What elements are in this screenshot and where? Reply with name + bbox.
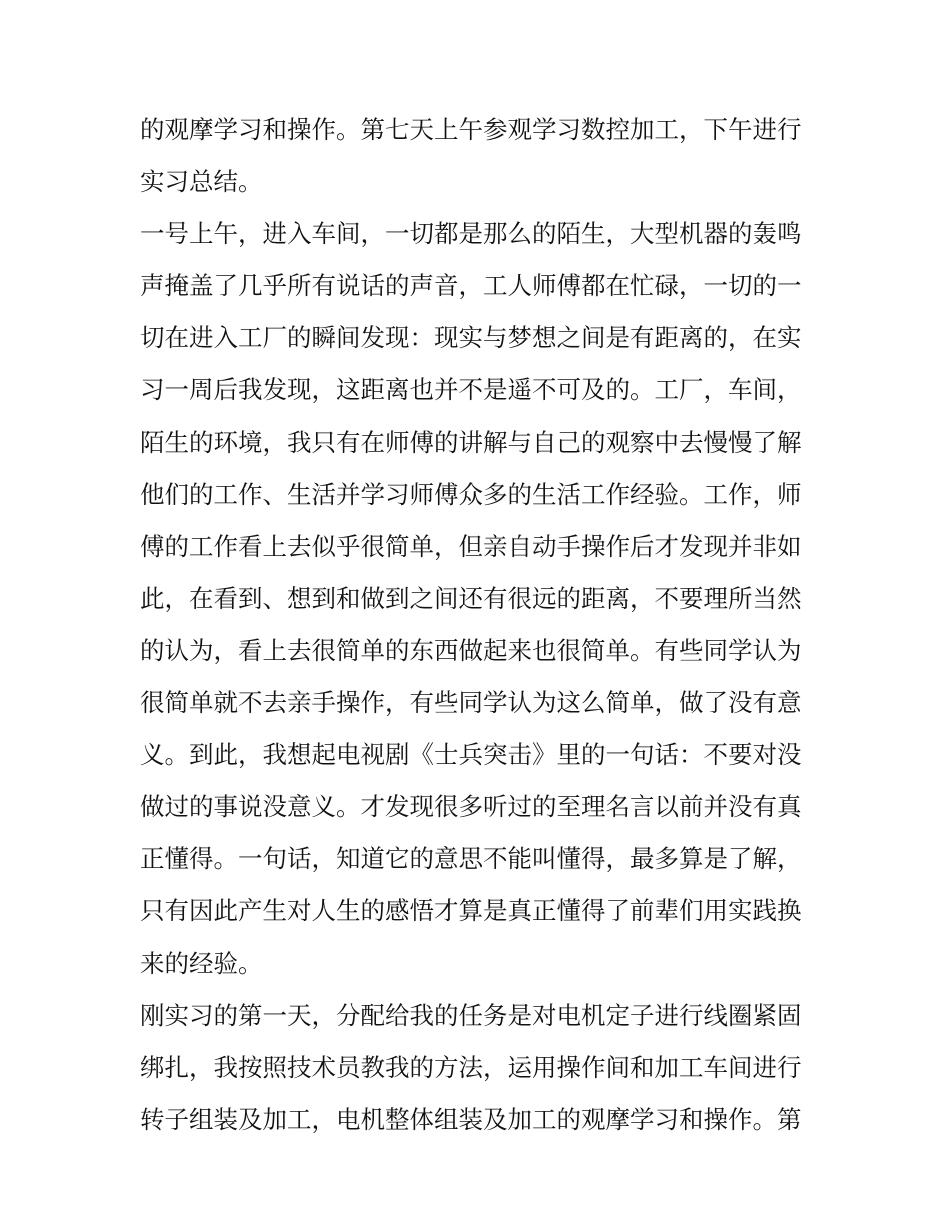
text-line: 一号上午，进入车间，一切都是那么的陌生，大型机器的轰鸣 [140,219,802,249]
text-line: 习一周后我发现，这距离也并不是遥不可及的。工厂，车间， [140,375,802,405]
text-line: 刚实习的第一天，分配给我的任务是对电机定子进行线圈紧固 [140,1000,802,1030]
body-text [140,104,820,1146]
text-line: 很简单就不去亲手操作，有些同学认为这么简单，做了没有意 [140,688,802,718]
text-line: 陌生的环境，我只有在师傅的讲解与自己的观察中去慢慢了解 [140,427,802,457]
text-line: 正懂得。一句话，知道它的意思不能叫懂得，最多算是了解， [140,844,802,874]
text-line: 只有因此产生对人生的感悟才算是真正懂得了前辈们用实践换 [140,896,802,926]
text-line: 做过的事说没意义。才发现很多听过的至理名言以前并没有真 [140,792,802,822]
text-line: 的观摩学习和操作。第七天上午参观学习数控加工，下午进行 [140,115,802,144]
text-line: 来的经验。 [140,948,263,978]
text-line: 声掩盖了几乎所有说话的声音，工人师傅都在忙碌，一切的一 [140,271,802,301]
text-line: 绑扎，我按照技术员教我的方法，运用操作间和加工车间进行 [140,1052,802,1082]
text-line: 的认为，看上去很简单的东西做起来也很简单。有些同学认为 [140,635,802,665]
text-line: 实习总结。 [140,167,263,197]
text-line: 义。到此，我想起电视剧《士兵突击》里的一句话：不要对没 [140,740,802,770]
text-line: 转子组装及加工，电机整体组装及加工的观摩学习和操作。第 [140,1104,802,1134]
text-line: 此，在看到、想到和做到之间还有很远的距离，不要理所当然 [140,583,802,613]
text-line: 切在进入工厂的瞬间发现：现实与梦想之间是有距离的，在实 [140,323,802,353]
text-line: 他们的工作、生活并学习师傅众多的生活工作经验。工作，师 [140,479,802,509]
text-line: 傅的工作看上去似乎很简单，但亲自动手操作后才发现并非如 [140,531,802,561]
